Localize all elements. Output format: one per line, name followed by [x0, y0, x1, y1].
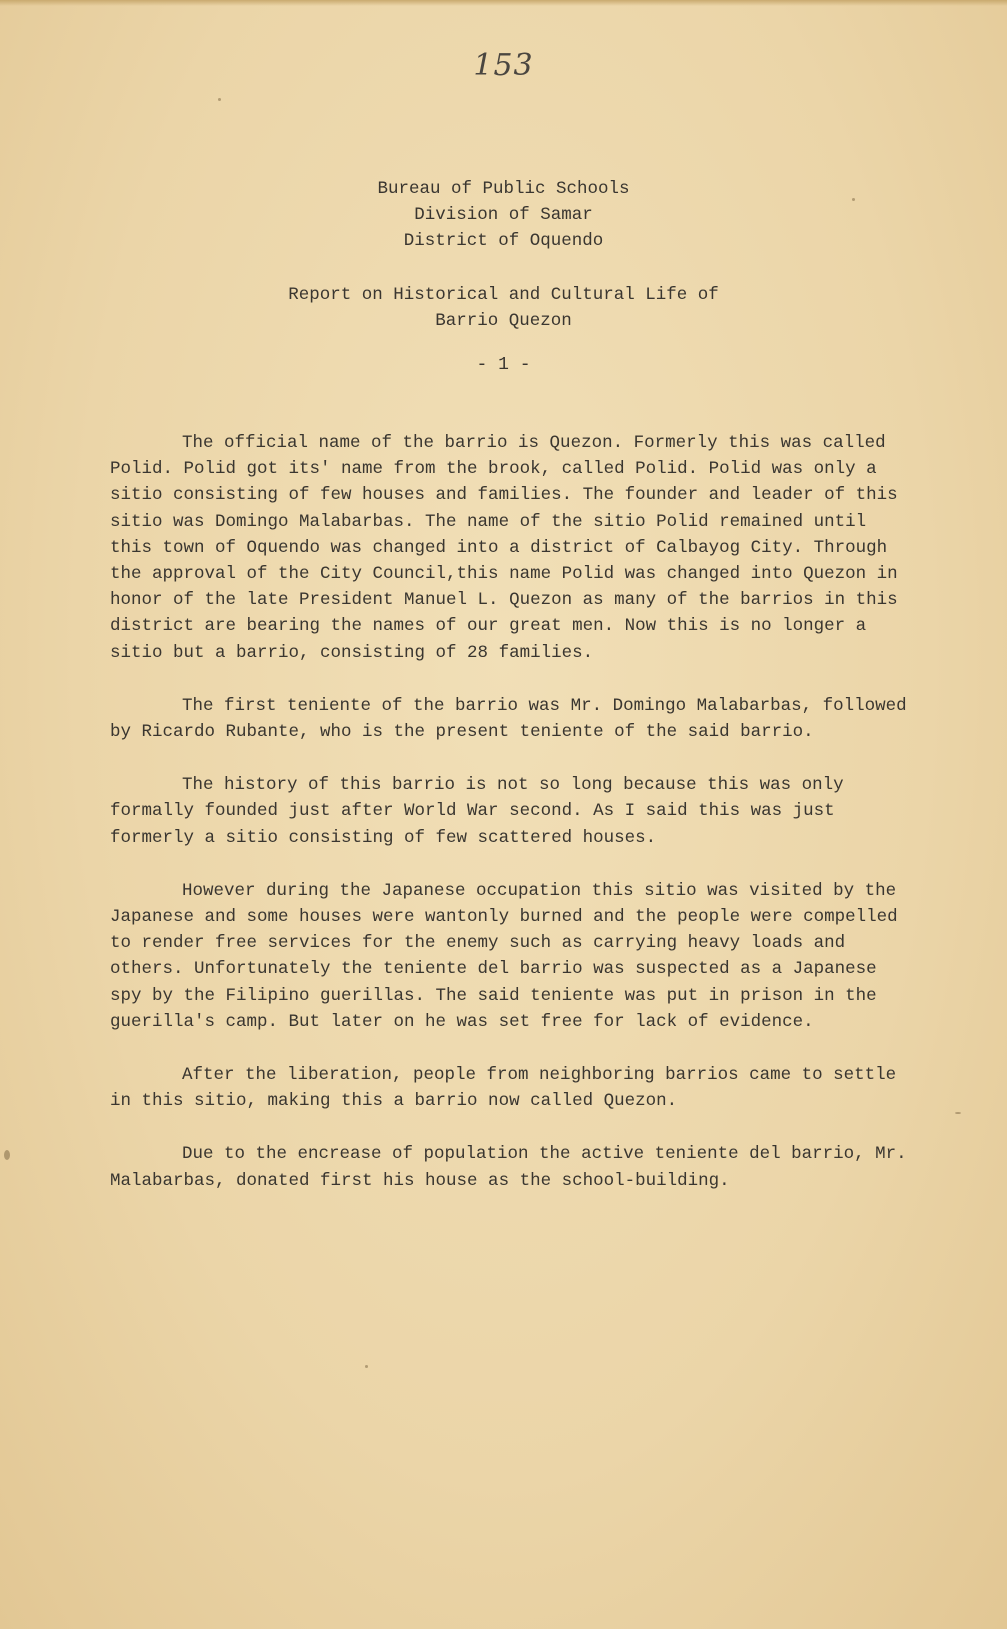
page-number: 153	[473, 48, 534, 83]
header-bureau: Bureau of Public Schools	[377, 179, 630, 199]
paragraph-history: The history of this barrio is not so long because this was only formally founded just after World War second. As I said this was just formerly a sitio consisting of few scattered houses.	[110, 775, 844, 848]
paragraph-first-teniente: The first teniente of the barrio was Mr. Domingo Malabarbas, followed by Ricardo Rubante, who is the present teniente of the said barrio.	[110, 695, 907, 743]
paper-speck	[4, 1150, 10, 1160]
paper-speck	[852, 198, 855, 201]
header-district: District of Oquendo	[403, 231, 604, 251]
document-body	[110, 430, 910, 1221]
header-division: Division of Samar	[414, 205, 593, 225]
paragraph-liberation: After the liberation, people from neighboring barrios came to settle in this sitio, making this a barrio now called Quezon.	[110, 1065, 897, 1112]
section-number: - 1 -	[476, 355, 531, 375]
paragraph-name-origin: The official name of the barrio is Quezon. Formerly this was called Polid. Polid got its' name from the brook, called Polid. Polid was only a sitio consisting of few houses and families. The founder and leader of this sitio was Domingo Malabarbas. The name of the sitio Polid remained until this town of Oquendo was changed into a district of Calbayog City. Through the approval of the City Council,this name Polid was changed into Quezon in honor of the late President Manuel L. Quezon as many of the barrios in this district are bearing the names of our great men. Now this is no longer a sitio but a barrio, consisting of 28 families.	[110, 433, 898, 663]
paper-top-edge	[0, 0, 1007, 6]
paper-speck	[218, 98, 221, 101]
paragraph-school-building: Due to the encrease of population the active teniente del barrio, Mr. Malabarbas, donated first his house as the school-building.	[110, 1144, 907, 1191]
report-title	[0, 282, 1007, 334]
report-title-line-2: Barrio Quezon	[435, 311, 572, 331]
paragraph-japanese-occupation: However during the Japanese occupation this sitio was visited by the Japanese and some houses were wantonly burned and the people were compelled to render free services for the enemy such as carrying heavy loads and others. Unfortunately the teniente del barrio was suspected as a Japanese spy by the Filipino guerillas. The said teniente was put in prison in the guerilla's camp. But later on he was set free for lack of evidence.	[110, 880, 898, 1032]
document-header	[0, 176, 1007, 254]
paper-speck	[365, 1365, 368, 1368]
report-title-line-1: Report on Historical and Cultural Life of	[288, 285, 719, 305]
paper-speck	[955, 1112, 961, 1114]
